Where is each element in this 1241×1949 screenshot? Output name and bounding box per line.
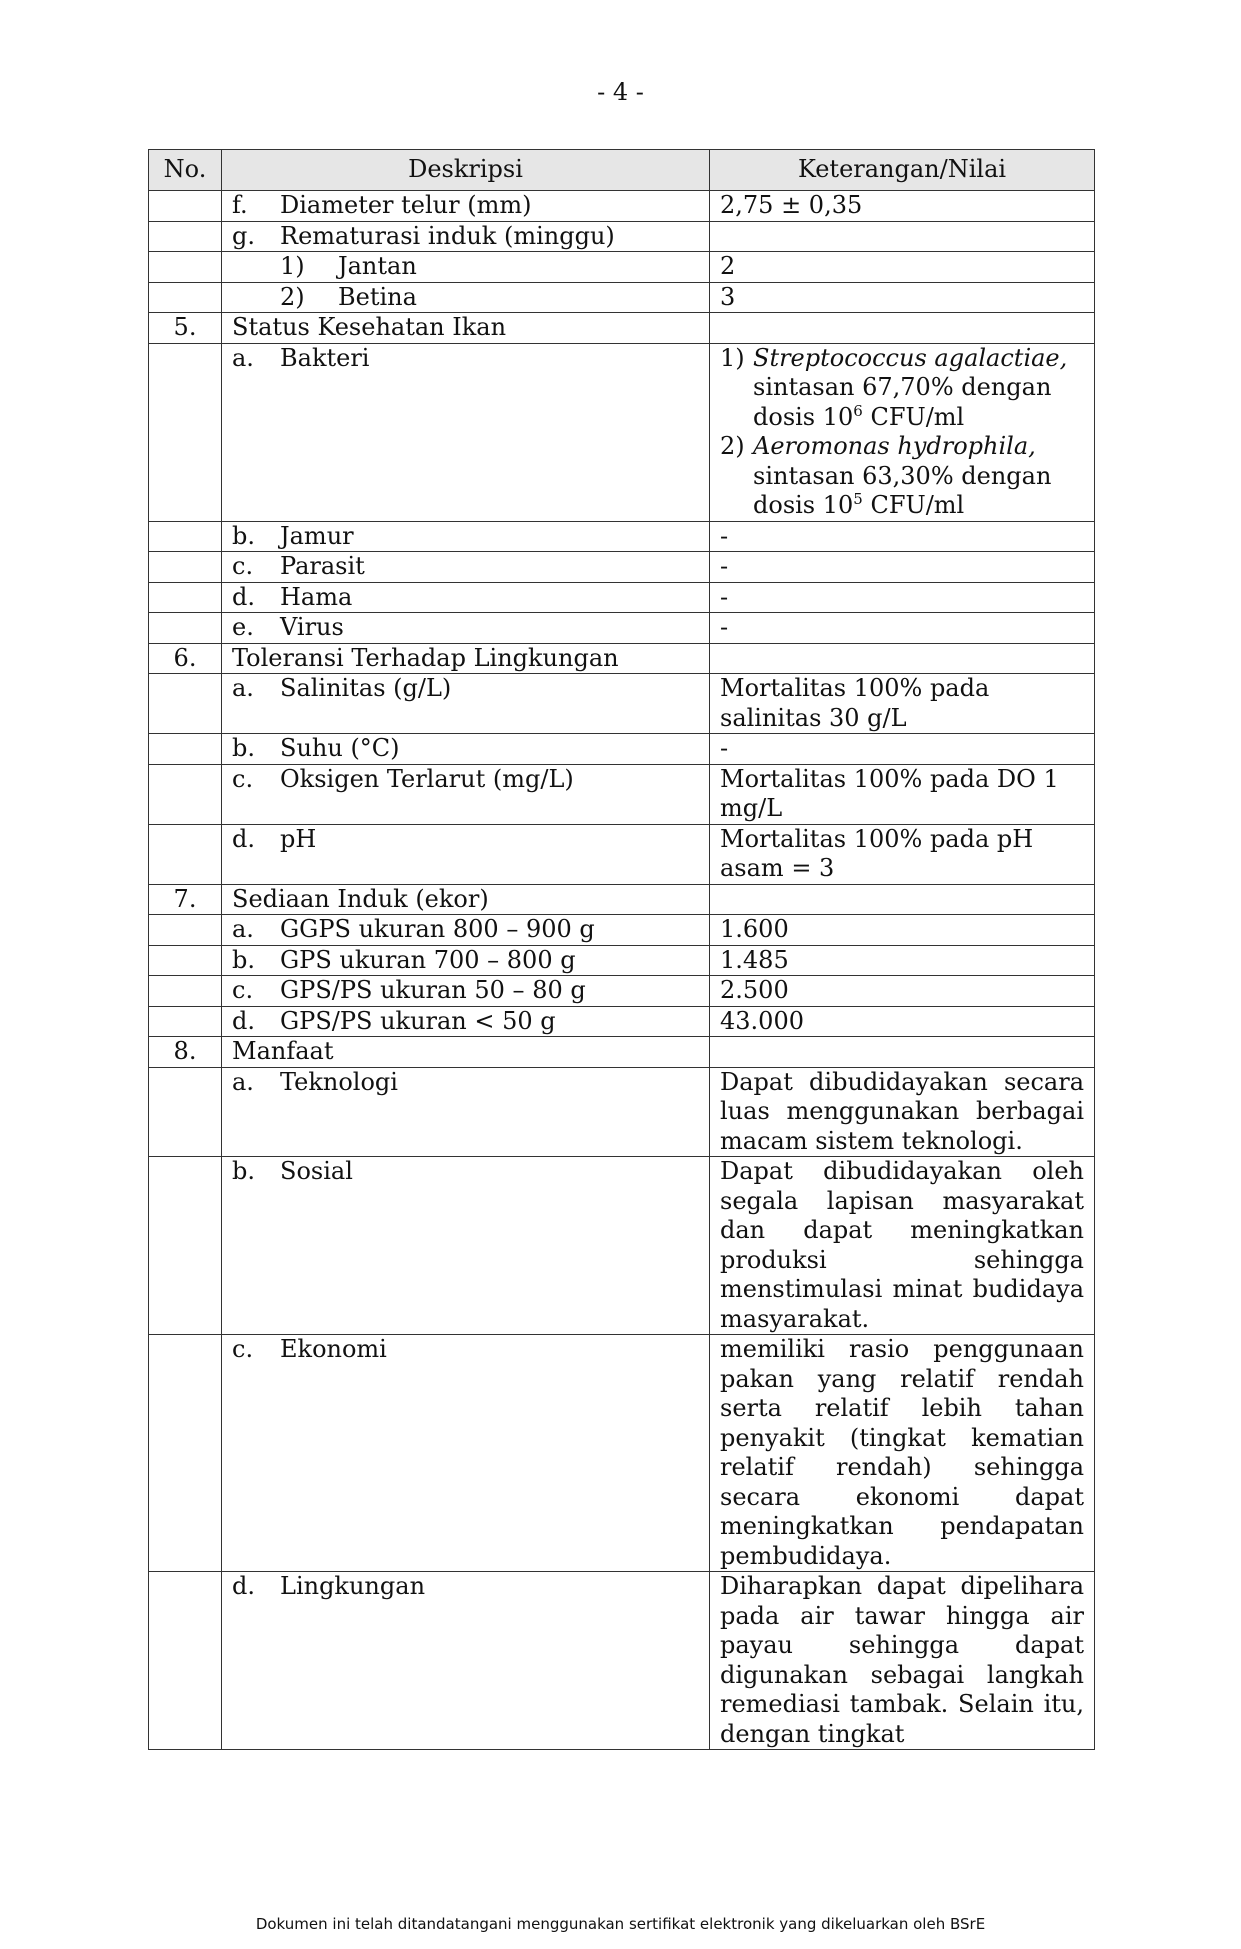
row-description — [222, 343, 710, 521]
row-description — [222, 191, 710, 222]
table-row — [149, 945, 1095, 976]
item-text: Hama — [280, 582, 353, 611]
item-label: e. — [232, 613, 254, 641]
table-row — [149, 313, 1095, 344]
item-text: Diameter telur (mm) — [280, 191, 532, 219]
row-number: 8. — [149, 1037, 222, 1068]
item-text: Virus — [280, 613, 344, 641]
header-value: Keterangan/Nilai — [710, 150, 1095, 191]
row-description — [222, 582, 710, 613]
row-value: 43.000 — [710, 1006, 1095, 1037]
item-label: d. — [232, 824, 255, 853]
item-label: g. — [232, 221, 255, 250]
table-row — [149, 191, 1095, 222]
table-row — [149, 824, 1095, 884]
row-number — [149, 915, 222, 946]
bacteria-species: Aeromonas hydrophila, — [753, 432, 1036, 460]
item-text: Jamur — [280, 521, 354, 550]
item-label: a. — [232, 343, 254, 372]
row-number — [149, 252, 222, 283]
page-number: - 4 - — [597, 78, 644, 106]
item-label: b. — [232, 734, 255, 762]
item-text: Salinitas (g/L) — [280, 674, 452, 702]
row-number — [149, 1157, 222, 1335]
item-text: Parasit — [280, 552, 365, 580]
row-number — [149, 945, 222, 976]
item-text: Sosial — [280, 1157, 353, 1185]
table-row — [149, 674, 1095, 734]
row-description — [222, 613, 710, 644]
table-header-row — [149, 150, 1095, 191]
row-description — [222, 734, 710, 765]
row-number — [149, 282, 222, 313]
item-label: b. — [232, 945, 255, 974]
item-label: c. — [232, 1335, 254, 1363]
row-number — [149, 1572, 222, 1750]
row-number — [149, 1067, 222, 1157]
table-row — [149, 282, 1095, 313]
item-label: c. — [232, 976, 254, 1004]
row-value: 1.485 — [710, 945, 1095, 976]
row-description — [222, 1572, 710, 1750]
table-row — [149, 915, 1095, 946]
row-description — [222, 521, 710, 552]
row-number: 5. — [149, 313, 222, 344]
table-row — [149, 1572, 1095, 1750]
section-title: Status Kesehatan Ikan — [222, 313, 710, 344]
section-title: Manfaat — [222, 1037, 710, 1068]
row-number — [149, 582, 222, 613]
row-description — [222, 915, 710, 946]
item-text: Jantan — [338, 252, 417, 280]
header-description: Deskripsi — [222, 150, 710, 191]
item-label: b. — [232, 521, 255, 550]
row-value: Dapat dibudidayakan secara luas menggunakan berbagai macam sistem teknologi. — [710, 1067, 1095, 1157]
item-text: Teknologi — [280, 1067, 398, 1096]
item-label: b. — [232, 1157, 255, 1185]
row-description — [222, 1067, 710, 1157]
item-text: Rematurasi induk (minggu) — [280, 221, 615, 250]
table-row — [149, 734, 1095, 765]
item-text: Suhu (°C) — [280, 734, 400, 762]
row-value: Mortalitas 100% pada DO 1 mg/L — [710, 764, 1095, 824]
table-row — [149, 884, 1095, 915]
table-row — [149, 552, 1095, 583]
bacteria-survival: sintasan 67,70% dengan — [753, 373, 1052, 401]
row-number — [149, 221, 222, 252]
bacteria-dose: dosis 10 — [753, 402, 854, 431]
row-value: Dapat dibudidayakan oleh segala lapisan masyarakat dan dapat meningkatkan produksi sehingga menstimulasi minat budidaya masyarakat. — [710, 1157, 1095, 1335]
row-number — [149, 976, 222, 1007]
row-value: Diharapkan dapat dipelihara pada air tawar hingga air payau sehingga dapat digunakan sebagai langkah remediasi tambak. Selain itu, dengan tingkat — [710, 1572, 1095, 1750]
row-value: - — [710, 613, 1095, 644]
row-value: - — [710, 582, 1095, 613]
row-value: 1.600 — [710, 915, 1095, 946]
item-label: a. — [232, 674, 254, 702]
row-value — [710, 643, 1095, 674]
row-description — [222, 1157, 710, 1335]
dose-exponent: 6 — [853, 401, 863, 420]
row-description — [222, 282, 710, 313]
table-row — [149, 1037, 1095, 1068]
row-number — [149, 191, 222, 222]
table-row — [149, 221, 1095, 252]
item-label: c. — [232, 552, 254, 580]
row-description — [222, 674, 710, 734]
row-number — [149, 764, 222, 824]
dose-exponent: 5 — [853, 490, 863, 508]
item-label: f. — [232, 191, 248, 219]
table-row — [149, 252, 1095, 283]
section-title: Toleransi Terhadap Lingkungan — [222, 643, 710, 674]
table-row — [149, 1006, 1095, 1037]
item-text: GPS/PS ukuran 50 – 80 g — [280, 976, 586, 1004]
dose-unit: CFU/ml — [862, 402, 965, 431]
item-label: d. — [232, 1006, 255, 1035]
table-row — [149, 1067, 1095, 1157]
row-description — [222, 945, 710, 976]
row-description — [222, 976, 710, 1007]
table-row — [149, 521, 1095, 552]
bacteria-species: Streptococcus agalactiae, — [753, 343, 1068, 372]
table-row — [149, 1335, 1095, 1572]
row-number — [149, 734, 222, 765]
bacteria-item-number: 2) — [720, 432, 745, 460]
table-row — [149, 613, 1095, 644]
signature-footer: Dokumen ini telah ditandatangani menggunakan sertifikat elektronik yang dikeluarkan oleh BSrE — [255, 1915, 986, 1933]
row-description — [222, 824, 710, 884]
table-row — [149, 764, 1095, 824]
item-label: a. — [232, 1067, 254, 1096]
row-value: 2.500 — [710, 976, 1095, 1007]
section-title: Sediaan Induk (ekor) — [222, 884, 710, 915]
table-row — [149, 643, 1095, 674]
bacteria-item-number: 1) — [720, 343, 745, 372]
row-description — [222, 1006, 710, 1037]
item-text: Betina — [338, 282, 417, 311]
item-label: d. — [232, 1572, 255, 1600]
item-text: Lingkungan — [280, 1572, 426, 1600]
row-value: memiliki rasio penggunaan pakan yang relatif rendah serta relatif lebih tahan penyakit (tingkat kematian relatif rendah) sehingga secara ekonomi dapat meningkatkan pendapatan pembudidaya. — [710, 1335, 1095, 1572]
item-label: c. — [232, 764, 254, 793]
row-value: 2,75 ± 0,35 — [710, 191, 1095, 222]
item-text: pH — [280, 824, 317, 853]
item-label: a. — [232, 915, 254, 943]
row-number — [149, 552, 222, 583]
row-description — [222, 764, 710, 824]
row-value: Mortalitas 100% pada pH asam = 3 — [710, 824, 1095, 884]
row-number — [149, 521, 222, 552]
item-label: 1) — [280, 252, 305, 280]
row-number — [149, 1335, 222, 1572]
row-description — [222, 552, 710, 583]
table-row — [149, 343, 1095, 521]
bacteria-dose: dosis 10 — [753, 491, 854, 519]
row-value — [710, 884, 1095, 915]
row-number: 6. — [149, 643, 222, 674]
dose-unit: CFU/ml — [862, 491, 965, 519]
row-description — [222, 1335, 710, 1572]
row-value: - — [710, 734, 1095, 765]
item-label: d. — [232, 582, 255, 611]
row-value — [710, 1037, 1095, 1068]
bacteria-item — [720, 344, 1084, 433]
item-text: Ekonomi — [280, 1335, 387, 1363]
item-text: GGPS ukuran 800 – 900 g — [280, 915, 595, 943]
item-label: 2) — [280, 282, 305, 311]
row-number — [149, 674, 222, 734]
item-text: Oksigen Terlarut (mg/L) — [280, 764, 574, 793]
table-row — [149, 1157, 1095, 1335]
item-text: GPS/PS ukuran < 50 g — [280, 1006, 556, 1035]
row-value — [710, 221, 1095, 252]
row-number — [149, 613, 222, 644]
item-text: GPS ukuran 700 – 800 g — [280, 945, 576, 974]
row-number: 7. — [149, 884, 222, 915]
row-value: 3 — [710, 282, 1095, 313]
row-description — [222, 252, 710, 283]
table-row — [149, 976, 1095, 1007]
table-row — [149, 582, 1095, 613]
bacteria-item — [720, 432, 1084, 521]
row-value: - — [710, 552, 1095, 583]
description-table — [148, 149, 1095, 1750]
row-value: 2 — [710, 252, 1095, 283]
row-value — [710, 343, 1095, 521]
row-description — [222, 221, 710, 252]
row-number — [149, 1006, 222, 1037]
header-no: No. — [149, 150, 222, 191]
bacteria-survival: sintasan 63,30% dengan — [753, 461, 1052, 490]
row-number — [149, 343, 222, 521]
row-number — [149, 824, 222, 884]
row-value: - — [710, 521, 1095, 552]
item-text: Bakteri — [280, 343, 370, 372]
row-value: Mortalitas 100% pada salinitas 30 g/L — [710, 674, 1095, 734]
row-value — [710, 313, 1095, 344]
